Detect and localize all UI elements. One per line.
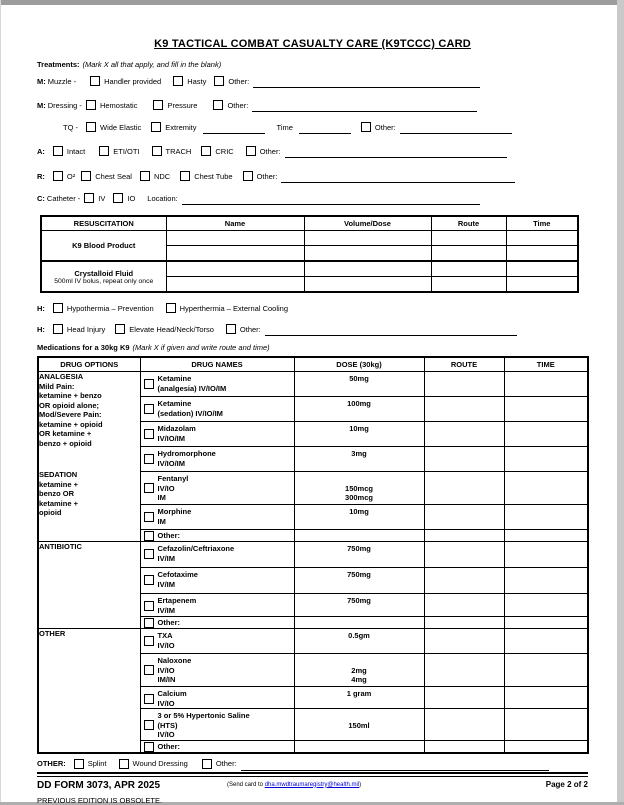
drug-name-line: Ketamine	[157, 374, 192, 383]
drug-name-line: Cefotaxime	[157, 570, 198, 579]
option-line: Mild Pain:	[39, 381, 75, 391]
dose-fill-cell[interactable]	[294, 740, 424, 753]
drug-name-line: Hydromorphone	[157, 449, 216, 458]
drug-name-line: Morphine	[157, 507, 192, 516]
col-header: ROUTE	[424, 357, 504, 372]
row-label: Muzzle -	[47, 76, 77, 86]
dose-cell	[294, 397, 424, 422]
time-fill-cell[interactable]	[504, 542, 588, 568]
group-label-main: Crystalloid Fluid	[74, 268, 134, 278]
drug-row	[38, 372, 588, 397]
row-key: H:	[37, 324, 45, 334]
drug-name-line: IM	[157, 493, 166, 502]
page-title: K9 TACTICAL COMBAT CASUALTY CARE (K9TCCC) CARD	[154, 38, 471, 50]
checkbox-bottom-other[interactable]	[202, 759, 212, 769]
medications-heading-label: Medications for a 30kg K9	[37, 343, 130, 352]
option-label: Wide Elastic	[100, 122, 142, 132]
time-fill-cell[interactable]	[504, 687, 588, 709]
route-fill-cell[interactable]	[424, 372, 504, 397]
option-line: opioid	[39, 508, 62, 517]
dose-line: 3mg	[351, 449, 367, 458]
medications-table	[37, 356, 589, 754]
route-fill-cell[interactable]	[424, 629, 504, 654]
row-label: Catheter -	[46, 193, 81, 203]
col-header: DRUG NAMES	[140, 357, 294, 372]
option-label: Chest Tube	[194, 171, 233, 181]
resus-fill-cell[interactable]	[431, 246, 506, 262]
route-fill-cell[interactable]	[424, 422, 504, 447]
drug-name-line: IV/IM	[157, 605, 176, 615]
option-line: SEDATION	[39, 470, 78, 479]
drug-name-cell	[140, 422, 294, 447]
route-fill-cell[interactable]	[424, 594, 504, 617]
checkbox-o2[interactable]	[53, 171, 63, 181]
resus-fill-cell[interactable]	[166, 231, 304, 246]
blank-extremity[interactable]	[203, 124, 265, 134]
drug-name-line: Midazolam	[157, 424, 196, 433]
option-line: ketamine + benzo	[39, 391, 102, 400]
drug-options-antibiotic	[38, 542, 140, 629]
route-fill-cell[interactable]	[424, 472, 504, 505]
time-fill-cell[interactable]	[504, 422, 588, 447]
dose-line: 750mg	[347, 596, 371, 605]
option-label: Wound Dressing	[132, 759, 188, 768]
drug-name-line: IV/IO/IM	[157, 458, 186, 468]
time-fill-cell[interactable]	[504, 397, 588, 422]
option-label: Other:	[374, 122, 396, 132]
row-key: OTHER:	[37, 759, 66, 768]
resus-fill-cell[interactable]	[166, 277, 304, 293]
checkbox-ndc[interactable]	[140, 171, 150, 181]
blank-head-other[interactable]	[265, 326, 517, 336]
checkbox-naloxone[interactable]	[144, 665, 154, 675]
dose-line: 150ml	[348, 720, 370, 730]
drug-name-cell	[140, 617, 294, 629]
route-fill-cell[interactable]	[424, 447, 504, 472]
drug-name-line: IV/IM	[157, 579, 176, 589]
treatment-row-breathing	[37, 171, 588, 181]
row-key: C:	[37, 193, 45, 203]
route-fill-cell[interactable]	[424, 740, 504, 753]
checkbox-antibiotic-other[interactable]	[144, 618, 154, 628]
option-line: ANTIBIOTIC	[39, 542, 82, 551]
drug-name-cell	[140, 740, 294, 753]
footer-divider	[37, 772, 588, 777]
blank-muzzle-other[interactable]	[253, 78, 480, 88]
treatment-row-circulation	[37, 193, 588, 203]
dose-cell	[294, 654, 424, 687]
checkbox-splint[interactable]	[74, 759, 84, 769]
drug-row	[38, 542, 588, 568]
dose-line: 750mg	[347, 570, 371, 579]
drug-name-line: (sedation) IV/IO/IM	[157, 408, 223, 418]
checkbox-head-other[interactable]	[226, 324, 236, 334]
route-fill-cell[interactable]	[424, 687, 504, 709]
drug-name-line: IV/IO	[157, 698, 175, 708]
time-fill-cell[interactable]	[504, 629, 588, 654]
page-edge-right	[617, 0, 624, 805]
treatment-row-airway	[37, 146, 588, 156]
col-header: Name	[166, 216, 304, 231]
col-header: DRUG OPTIONS	[38, 357, 140, 372]
option-label: Hyperthermia – External Cooling	[179, 303, 289, 313]
drug-name-cell	[140, 709, 294, 741]
option-line: ketamine +	[39, 479, 78, 489]
option-label: IV	[98, 193, 106, 203]
medications-heading-note: (Mark X if given and write route and time)	[132, 343, 270, 352]
time-fill-cell[interactable]	[504, 372, 588, 397]
checkbox-ertapenem[interactable]	[144, 601, 154, 611]
checkbox-chest-tube[interactable]	[180, 171, 190, 181]
drug-name-line: Other:	[157, 531, 180, 541]
route-fill-cell[interactable]	[424, 617, 504, 629]
blank-resp-other[interactable]	[281, 173, 515, 183]
resus-fill-cell[interactable]	[431, 231, 506, 246]
email-link[interactable]: dha.mwdtraumaregistry@health.mil	[264, 781, 360, 788]
checkbox-dressing-other[interactable]	[213, 100, 223, 110]
resus-fill-cell[interactable]	[506, 231, 578, 246]
drug-name-line: IM/IN	[157, 675, 176, 684]
dose-cell	[294, 372, 424, 397]
send-card-prefix: (Send card to	[227, 781, 265, 788]
drug-name-cell	[140, 654, 294, 687]
col-header: TIME	[504, 357, 588, 372]
col-header: RESUSCITATION	[41, 216, 166, 231]
time-fill-cell[interactable]	[504, 472, 588, 505]
drug-name-line: IV/IO	[157, 640, 175, 650]
location-label: Location:	[147, 193, 178, 203]
dose-fill-cell[interactable]	[294, 617, 424, 629]
time-fill-cell[interactable]	[504, 709, 588, 741]
drug-name-cell	[140, 372, 294, 397]
route-fill-cell[interactable]	[424, 397, 504, 422]
option-line: ketamine + opioid	[39, 419, 103, 429]
checkbox-cefotaxime[interactable]	[144, 575, 154, 585]
time-label: Time	[276, 122, 293, 132]
option-label: Other:	[256, 171, 278, 181]
checkbox-analgesia-other[interactable]	[144, 531, 154, 541]
drug-name-line: IV/IO/IM	[157, 433, 186, 443]
route-fill-cell[interactable]	[424, 505, 504, 530]
resus-header-row	[41, 216, 578, 231]
checkbox-hasty[interactable]	[173, 76, 183, 86]
option-label: Extremity	[165, 122, 197, 132]
dose-line: 10mg	[349, 507, 369, 516]
row-label: Dressing -	[47, 100, 82, 110]
dose-line: 1 gram	[346, 689, 372, 698]
blank-airway-other[interactable]	[285, 148, 507, 158]
route-fill-cell[interactable]	[424, 654, 504, 687]
drug-name-cell	[140, 447, 294, 472]
option-label: Handler provided	[104, 76, 162, 86]
checkbox-wound-dressing[interactable]	[119, 759, 129, 769]
option-label: Pressure	[167, 100, 198, 110]
checkbox-airway-other[interactable]	[246, 146, 256, 156]
option-label: Other:	[215, 759, 237, 768]
dose-line: 0.5gm	[348, 631, 370, 640]
page-indicator: Page 2 of 2	[545, 779, 588, 789]
dose-line: 100mg	[347, 399, 371, 408]
row-key: R:	[37, 171, 45, 181]
drug-options-analgesia-sedation	[38, 372, 140, 542]
dose-cell	[294, 709, 424, 741]
col-header: Volume/Dose	[304, 216, 431, 231]
treatment-row-muzzle	[37, 76, 588, 86]
drug-name-line: TXA	[157, 631, 173, 640]
checkbox-extremity[interactable]	[151, 122, 161, 132]
option-label: NDC	[153, 171, 171, 181]
treatment-row-head	[37, 324, 588, 334]
row-key: H:	[37, 303, 45, 313]
obsolete-note: PREVIOUS EDITION IS OBSOLETE.	[37, 795, 163, 805]
other-treatments-row	[37, 759, 588, 769]
drug-name-cell	[140, 505, 294, 530]
option-line: OR opioid alone;	[39, 400, 99, 410]
route-fill-cell[interactable]	[424, 568, 504, 594]
route-fill-cell[interactable]	[424, 530, 504, 542]
time-fill-cell[interactable]	[504, 447, 588, 472]
row-key: A:	[37, 146, 45, 156]
drug-name-cell	[140, 542, 294, 568]
checkbox-ketamine-analgesia[interactable]	[144, 379, 154, 389]
resus-fill-cell[interactable]	[304, 277, 431, 293]
dose-line: 300mcg	[345, 493, 373, 502]
option-label: IO	[127, 193, 136, 203]
dose-cell	[294, 505, 424, 530]
route-fill-cell[interactable]	[424, 709, 504, 741]
time-fill-cell[interactable]	[504, 594, 588, 617]
drug-name-line: IV/IM	[157, 553, 176, 563]
option-label: Hemostatic	[99, 100, 138, 110]
option-label: Chest Seal	[95, 171, 132, 181]
drug-name-cell	[140, 530, 294, 542]
drug-name-line: IV/IO	[157, 665, 175, 675]
drug-name-cell	[140, 472, 294, 505]
resus-fill-cell[interactable]	[166, 261, 304, 277]
option-line: OR ketamine +	[39, 429, 92, 438]
checkbox-elevate-head[interactable]	[115, 324, 125, 334]
option-line: ANALGESIA	[39, 372, 84, 381]
option-label: TRACH	[165, 146, 192, 156]
checkbox-resp-other[interactable]	[243, 171, 253, 181]
col-header: DOSE (30kg)	[294, 357, 424, 372]
dose-cell	[294, 629, 424, 654]
row-key: M:	[37, 100, 46, 110]
checkbox-intact[interactable]	[53, 146, 63, 156]
checkbox-calcium[interactable]	[144, 694, 154, 704]
treatments-heading-label: Treatments:	[37, 60, 80, 69]
dose-line: 150mcg	[345, 483, 373, 493]
option-line: Mod/Severe Pain:	[39, 410, 102, 419]
time-fill-cell[interactable]	[504, 568, 588, 594]
option-label: Other:	[228, 76, 250, 86]
resus-fill-cell[interactable]	[506, 277, 578, 293]
drug-name-line: Naloxone	[157, 656, 192, 665]
blank-dressing-other[interactable]	[252, 102, 477, 112]
resus-fill-cell[interactable]	[166, 246, 304, 262]
drug-name-line: Fentanyl	[157, 474, 189, 483]
blank-location[interactable]	[182, 195, 480, 205]
send-card-suffix: )	[359, 781, 362, 788]
option-line: OTHER	[39, 629, 66, 638]
dose-fill-cell[interactable]	[294, 530, 424, 542]
drug-name-line: Other:	[157, 618, 180, 628]
checkbox-hts[interactable]	[144, 720, 154, 730]
drug-name-line: 3 or 5% Hypertonic Saline	[157, 711, 250, 720]
option-label: Intact	[66, 146, 86, 156]
resus-fill-cell[interactable]	[304, 246, 431, 262]
table-row	[41, 261, 578, 277]
drug-name-line: Cefazolin/Ceftriaxone	[157, 544, 235, 553]
checkbox-muzzle-other[interactable]	[214, 76, 224, 86]
checkbox-io[interactable]	[113, 193, 123, 203]
dose-cell	[294, 447, 424, 472]
drug-name-line: Ketamine	[157, 399, 192, 408]
col-header: Route	[431, 216, 506, 231]
time-fill-cell[interactable]	[504, 740, 588, 753]
resus-group-label: K9 Blood Product	[41, 231, 166, 262]
drug-name-cell	[140, 594, 294, 617]
route-fill-cell[interactable]	[424, 542, 504, 568]
checkbox-midazolam[interactable]	[144, 429, 154, 439]
drug-name-line: IV/IO	[157, 730, 175, 739]
resus-fill-cell[interactable]	[506, 246, 578, 262]
option-label: Other:	[239, 324, 261, 334]
checkbox-morphine[interactable]	[144, 512, 154, 522]
drug-name-line: (analgesia) IV/IO/IM	[157, 383, 227, 393]
treatment-row-tq	[37, 122, 588, 132]
dose-line: 50mg	[349, 374, 369, 383]
resus-fill-cell[interactable]	[431, 277, 506, 293]
checkbox-pressure[interactable]	[153, 100, 163, 110]
blank-tq-time[interactable]	[299, 124, 351, 134]
time-fill-cell[interactable]	[504, 617, 588, 629]
option-label: O²	[66, 171, 76, 181]
resus-fill-cell[interactable]	[304, 231, 431, 246]
resuscitation-table	[40, 215, 579, 293]
drug-name-cell	[140, 397, 294, 422]
dose-cell	[294, 568, 424, 594]
checkbox-hypothermia-prevention[interactable]	[53, 303, 63, 313]
checkbox-cric[interactable]	[201, 146, 211, 156]
time-fill-cell[interactable]	[504, 530, 588, 542]
dose-cell	[294, 542, 424, 568]
option-label: Hypothermia – Prevention	[66, 303, 154, 313]
meds-header-row	[38, 357, 588, 372]
drug-name-line: Calcium	[157, 689, 187, 698]
resus-group-label	[41, 261, 166, 292]
option-line: ketamine +	[39, 498, 78, 508]
checkbox-other-other[interactable]	[144, 742, 154, 752]
checkbox-hyperthermia-cooling[interactable]	[166, 303, 176, 313]
blank-tq-other[interactable]	[400, 124, 512, 134]
drug-name-line: IM	[157, 516, 166, 526]
treatment-row-dressing	[37, 100, 588, 110]
medications-heading	[37, 343, 588, 352]
drug-row	[38, 629, 588, 654]
blank-bottom-other[interactable]	[241, 761, 549, 771]
treatments-heading-note: (Mark X all that apply, and fill in the blank)	[82, 60, 222, 69]
option-line: benzo + opioid	[39, 438, 92, 448]
option-label: Other:	[259, 146, 281, 156]
dose-line: 2mg	[351, 665, 367, 675]
resus-fill-cell[interactable]	[304, 261, 431, 277]
col-header: Time	[506, 216, 578, 231]
dose-cell	[294, 687, 424, 709]
form-number: DD FORM 3073, APR 2025	[37, 779, 161, 791]
drug-name-cell	[140, 687, 294, 709]
dose-line: 750mg	[347, 544, 371, 553]
row-key: M:	[37, 76, 46, 86]
footer	[37, 780, 588, 791]
drug-name-line: Ertapenem	[157, 596, 197, 605]
drug-name-cell	[140, 629, 294, 654]
dose-cell	[294, 594, 424, 617]
dose-cell	[294, 422, 424, 447]
checkbox-fentanyl[interactable]	[144, 483, 154, 493]
drug-options-other	[38, 629, 140, 753]
checkbox-trach[interactable]	[152, 146, 162, 156]
option-label: Head Injury	[66, 324, 106, 334]
option-label: Other:	[227, 100, 249, 110]
checkbox-txa[interactable]	[144, 636, 154, 646]
table-row	[41, 231, 578, 246]
time-fill-cell[interactable]	[504, 654, 588, 687]
checkbox-ketamine-sedation[interactable]	[144, 404, 154, 414]
drug-name-cell	[140, 568, 294, 594]
dose-cell	[294, 472, 424, 505]
group-label-sub: 500ml IV bolus, repeat only once	[54, 277, 154, 285]
send-card-note	[227, 782, 361, 788]
option-label: CRIC	[215, 146, 234, 156]
resus-fill-cell[interactable]	[506, 261, 578, 277]
drug-name-line: (HTS)	[157, 720, 178, 730]
checkbox-cefazolin[interactable]	[144, 549, 154, 559]
drug-name-line: Other:	[157, 741, 180, 751]
option-label: ETI/OTI	[113, 146, 140, 156]
option-label: Hasty	[187, 76, 207, 86]
row-label: TQ -	[63, 122, 78, 132]
option-label: Splint	[87, 759, 107, 768]
checkbox-handler-provided[interactable]	[90, 76, 100, 86]
dose-line: 10mg	[349, 424, 369, 433]
checkbox-head-injury[interactable]	[53, 324, 63, 334]
checkbox-hydromorphone[interactable]	[144, 454, 154, 464]
checkbox-wide-elastic[interactable]	[86, 122, 96, 132]
checkbox-tq-other[interactable]	[361, 122, 371, 132]
dose-line: 4mg	[351, 675, 367, 684]
treatments-heading	[37, 60, 588, 69]
checkbox-iv[interactable]	[84, 193, 94, 203]
option-line: benzo OR	[39, 489, 74, 498]
checkbox-hemostatic[interactable]	[86, 100, 96, 110]
time-fill-cell[interactable]	[504, 505, 588, 530]
option-label: Elevate Head/Neck/Torso	[129, 324, 214, 334]
treatment-row-hypothermia	[37, 303, 588, 313]
checkbox-eti-oti[interactable]	[99, 146, 109, 156]
resus-fill-cell[interactable]	[431, 261, 506, 277]
drug-name-line: IV/IO	[157, 483, 175, 493]
checkbox-chest-seal[interactable]	[81, 171, 91, 181]
